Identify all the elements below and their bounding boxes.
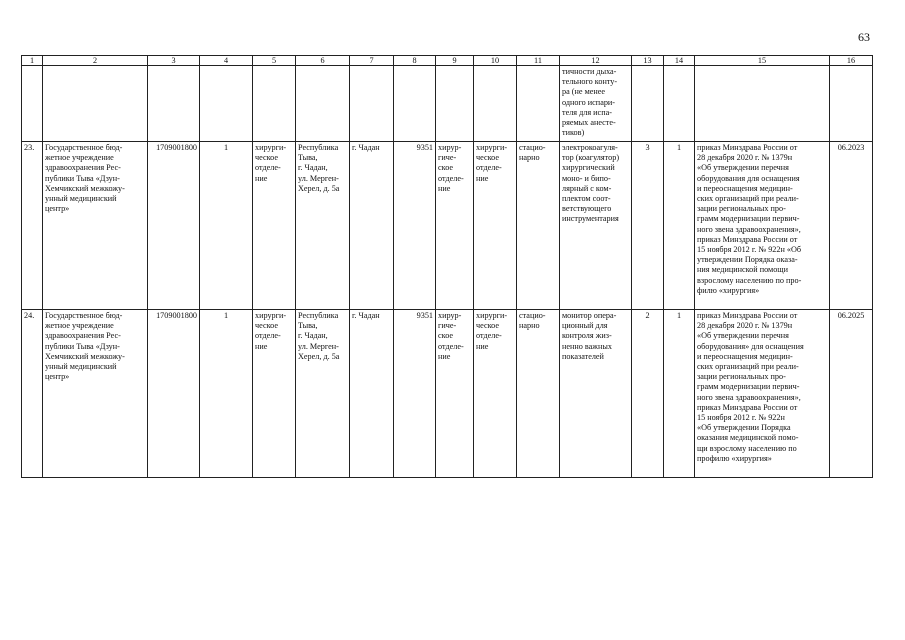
text-line: филю «хирургия» — [697, 285, 760, 295]
text-line: инструментария — [562, 214, 619, 224]
header-cell: 13 — [632, 56, 664, 66]
text-line: ских организаций при реали- — [697, 194, 799, 204]
text-line: публики Тыва «Дзун- — [45, 173, 120, 183]
cell-address — [296, 310, 350, 478]
text-line: теля для испа- — [562, 107, 612, 117]
header-cell: 15 — [695, 56, 830, 66]
text-line: моно- и бипо- — [562, 173, 611, 183]
table-row — [22, 142, 873, 310]
text-line: хирурги- — [255, 143, 287, 152]
text-line: монитор опера- — [562, 311, 617, 320]
cell-col4: 1 — [200, 142, 253, 310]
text-line: Тыва, — [298, 153, 318, 163]
text-line: одного испари- — [562, 97, 616, 107]
table-header-row — [22, 56, 873, 66]
cell-col4: 1 — [200, 310, 253, 478]
cell-mode — [517, 142, 560, 310]
text-line: 28 декабря 2020 г. № 1379н — [697, 153, 793, 163]
text-line: унный медицинский — [45, 362, 117, 372]
text-line: плектом соот- — [562, 194, 611, 204]
text-line: тельного конту- — [562, 77, 618, 87]
text-line: электрокоагуля- — [562, 143, 618, 152]
text-line: ние — [438, 351, 451, 361]
text-line: приказ Минздрава России от — [697, 234, 798, 244]
text-line: здравоохранения Рес- — [45, 163, 121, 173]
header-cell: 10 — [474, 56, 517, 66]
text-line: Республика — [298, 143, 339, 152]
text-line: и переоснащения медицин- — [697, 183, 793, 193]
text-line: ул. Мерген- — [298, 173, 339, 183]
text-line: стацио- — [519, 143, 546, 152]
cell-date: 06.2023 — [830, 142, 873, 310]
text-line: приказ Минздрава России от — [697, 311, 798, 320]
text-line: ское — [438, 163, 454, 173]
header-cell: 16 — [830, 56, 873, 66]
text-line: зации региональных про- — [697, 204, 786, 214]
text-line: Тыва, — [298, 321, 318, 331]
text-line: центр» — [45, 372, 70, 382]
text-line: ненно важных — [562, 341, 612, 351]
text-line: «Об утверждении перечня — [697, 163, 789, 173]
cell-number: 24. — [22, 310, 43, 478]
cell-basis — [695, 142, 830, 310]
text-line: нарно — [519, 321, 540, 331]
text-line: ческое — [476, 153, 499, 163]
text-line: тор (коагулятор) — [562, 153, 620, 163]
text-line: ряемых анесте- — [562, 118, 616, 128]
header-cell: 6 — [296, 56, 350, 66]
header-cell: 8 — [394, 56, 436, 66]
text-line: г. Чадан, — [298, 331, 328, 341]
text-line: Херел, д. 5а — [298, 351, 340, 361]
header-cell: 11 — [517, 56, 560, 66]
text-line: оказания медицинской помо- — [697, 433, 799, 443]
text-line: Государственное бюд- — [45, 143, 123, 152]
cell-col9 — [436, 310, 474, 478]
text-line: ских организаций при реали- — [697, 362, 799, 372]
header-cell: 2 — [43, 56, 148, 66]
text-line: ционный для — [562, 321, 608, 331]
cell-equipment — [560, 142, 632, 310]
cell-col8: 9351 — [394, 310, 436, 478]
cell-number: 23. — [22, 142, 43, 310]
text-line: взрослому населению по про- — [697, 275, 802, 285]
text-line: щи взрослому населению по — [697, 443, 797, 453]
text-line: нарно — [519, 153, 540, 163]
text-line: хирурги- — [476, 143, 508, 152]
text-line: ние — [476, 173, 489, 183]
text-line: стацио- — [519, 311, 546, 320]
text-line: Хемчикский межкожу- — [45, 183, 125, 193]
cell-mode — [517, 310, 560, 478]
cell-col13: 3 — [632, 142, 664, 310]
text-line: профилю «хирургия» — [697, 453, 772, 463]
text-line: ское — [438, 331, 454, 341]
cell-date: 06.2025 — [830, 310, 873, 478]
cell-basis — [695, 310, 830, 478]
text-line: отделе- — [438, 341, 464, 351]
header-cell: 12 — [560, 56, 632, 66]
text-line: ческое — [255, 321, 278, 331]
text-line: отделе- — [255, 331, 281, 341]
text-line: отделе- — [438, 173, 464, 183]
cell-code: 1709001800 — [148, 142, 200, 310]
text-line: зации региональных про- — [697, 372, 786, 382]
header-cell: 9 — [436, 56, 474, 66]
cell-organization — [43, 310, 148, 478]
text-line: хирурги- — [476, 311, 508, 320]
text-line: ческое — [255, 153, 278, 163]
text-line: тиков) — [562, 128, 585, 138]
equipment-table — [21, 55, 873, 478]
cell-organization — [43, 142, 148, 310]
text-line: гиче- — [438, 153, 457, 163]
text-line: приказ Минздрава России от — [697, 143, 798, 152]
cell-col14: 1 — [664, 310, 695, 478]
cell-col10 — [474, 310, 517, 478]
cell-equipment — [560, 66, 632, 142]
text-line: 28 декабря 2020 г. № 1379н — [697, 321, 793, 331]
cell-department — [253, 142, 296, 310]
text-line: ра (не менее — [562, 87, 606, 97]
text-line: отделе- — [476, 331, 502, 341]
cell-col13: 2 — [632, 310, 664, 478]
text-line: г. Чадан, — [298, 163, 328, 173]
cell-col9 — [436, 142, 474, 310]
text-line: грамм модернизации первич- — [697, 382, 800, 392]
text-line: хирур- — [438, 311, 462, 320]
text-line: 15 ноября 2012 г. № 922н «Об — [697, 245, 802, 255]
text-line: и переоснащения медицин- — [697, 351, 793, 361]
text-line: Хемчикский межкожу- — [45, 351, 125, 361]
text-line: «Об утверждении Порядка — [697, 423, 791, 433]
text-line: оборудования» для оснащения — [697, 341, 804, 351]
text-line: ветствующего — [562, 204, 612, 214]
table-row — [22, 310, 873, 478]
text-line: хирур- — [438, 143, 462, 152]
text-line: ул. Мерген- — [298, 341, 339, 351]
text-line: контроля жиз- — [562, 331, 612, 341]
cell-col10 — [474, 142, 517, 310]
text-line: ние — [438, 183, 451, 193]
cell-department — [253, 310, 296, 478]
cell-code: 1709001800 — [148, 310, 200, 478]
header-cell: 5 — [253, 56, 296, 66]
cell-col8: 9351 — [394, 142, 436, 310]
header-cell: 7 — [350, 56, 394, 66]
text-line: ние — [476, 341, 489, 351]
text-line: Республика — [298, 311, 339, 320]
text-line: утверждении Порядка оказа- — [697, 255, 798, 265]
text-line: жетное учреждение — [45, 321, 114, 331]
text-line: центр» — [45, 204, 70, 214]
text-line: Херел, д. 5а — [298, 183, 340, 193]
text-line: Государственное бюд- — [45, 311, 123, 320]
text-line: гиче- — [438, 321, 457, 331]
text-line: жетное учреждение — [45, 153, 114, 163]
text-line: здравоохранения Рес- — [45, 331, 121, 341]
text-line: ние — [255, 173, 268, 183]
text-line: хирургический — [562, 163, 615, 173]
header-cell: 14 — [664, 56, 695, 66]
continuation-row — [22, 66, 873, 142]
text-line: показателей — [562, 351, 604, 361]
text-line: ного звена здравоохранения», — [697, 224, 801, 234]
text-line: ние — [255, 341, 268, 351]
cell-col14: 1 — [664, 142, 695, 310]
text-line: хирурги- — [255, 311, 287, 320]
cell-equipment — [560, 310, 632, 478]
text-line: грамм модернизации первич- — [697, 214, 800, 224]
text-line: тичности дыха- — [562, 67, 617, 76]
text-line: ческое — [476, 321, 499, 331]
cell-city: г. Чадан — [350, 310, 394, 478]
cell-address — [296, 142, 350, 310]
header-cell: 4 — [200, 56, 253, 66]
text-line: унный медицинский — [45, 194, 117, 204]
text-line: отделе- — [476, 163, 502, 173]
cell-city: г. Чадан — [350, 142, 394, 310]
text-line: «Об утверждении перечня — [697, 331, 789, 341]
text-line: отделе- — [255, 163, 281, 173]
text-line: приказ Минздрава России от — [697, 402, 798, 412]
header-cell: 1 — [22, 56, 43, 66]
header-cell: 3 — [148, 56, 200, 66]
text-line: публики Тыва «Дзун- — [45, 341, 120, 351]
text-line: 15 ноября 2012 г. № 922н — [697, 413, 785, 423]
text-line: ния медицинской помощи — [697, 265, 788, 275]
text-line: ного звена здравоохранения», — [697, 392, 801, 402]
text-line: лярный с ком- — [562, 183, 612, 193]
page-number: 63 — [858, 30, 870, 44]
text-line: оборудования для оснащения — [697, 173, 800, 183]
